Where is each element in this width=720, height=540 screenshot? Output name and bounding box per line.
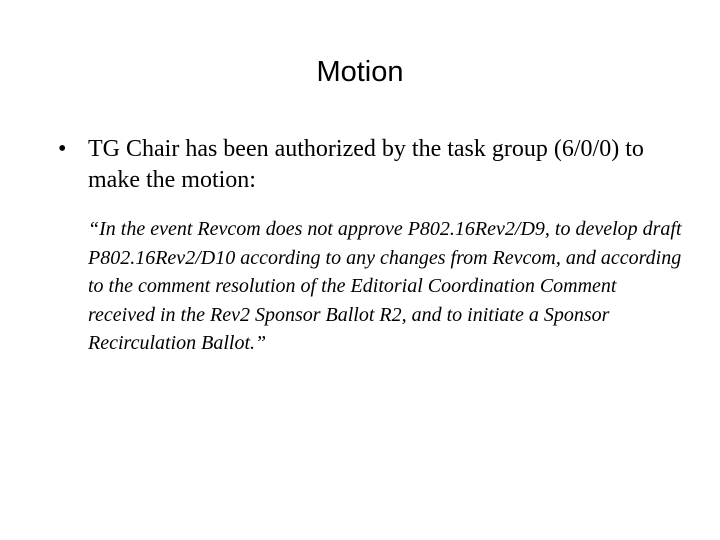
motion-quote: “In the event Revcom does not approve P802.16Rev2/D9, to develop draft P802.16Rev2/D10 according to any changes from Revcom, and according to the comment resolution of the Editorial Coordination Comment received in the Rev2 Sponsor Ballot R2, and to initiate a Sponsor Recirculation Ballot.” <box>88 218 682 355</box>
bullet-text: TG Chair has been authorized by the task group (6/0/0) to make the motion: <box>88 136 644 193</box>
slide-title: Motion <box>316 56 404 88</box>
bullet-marker: • <box>58 136 67 162</box>
bullet-item <box>58 134 678 196</box>
